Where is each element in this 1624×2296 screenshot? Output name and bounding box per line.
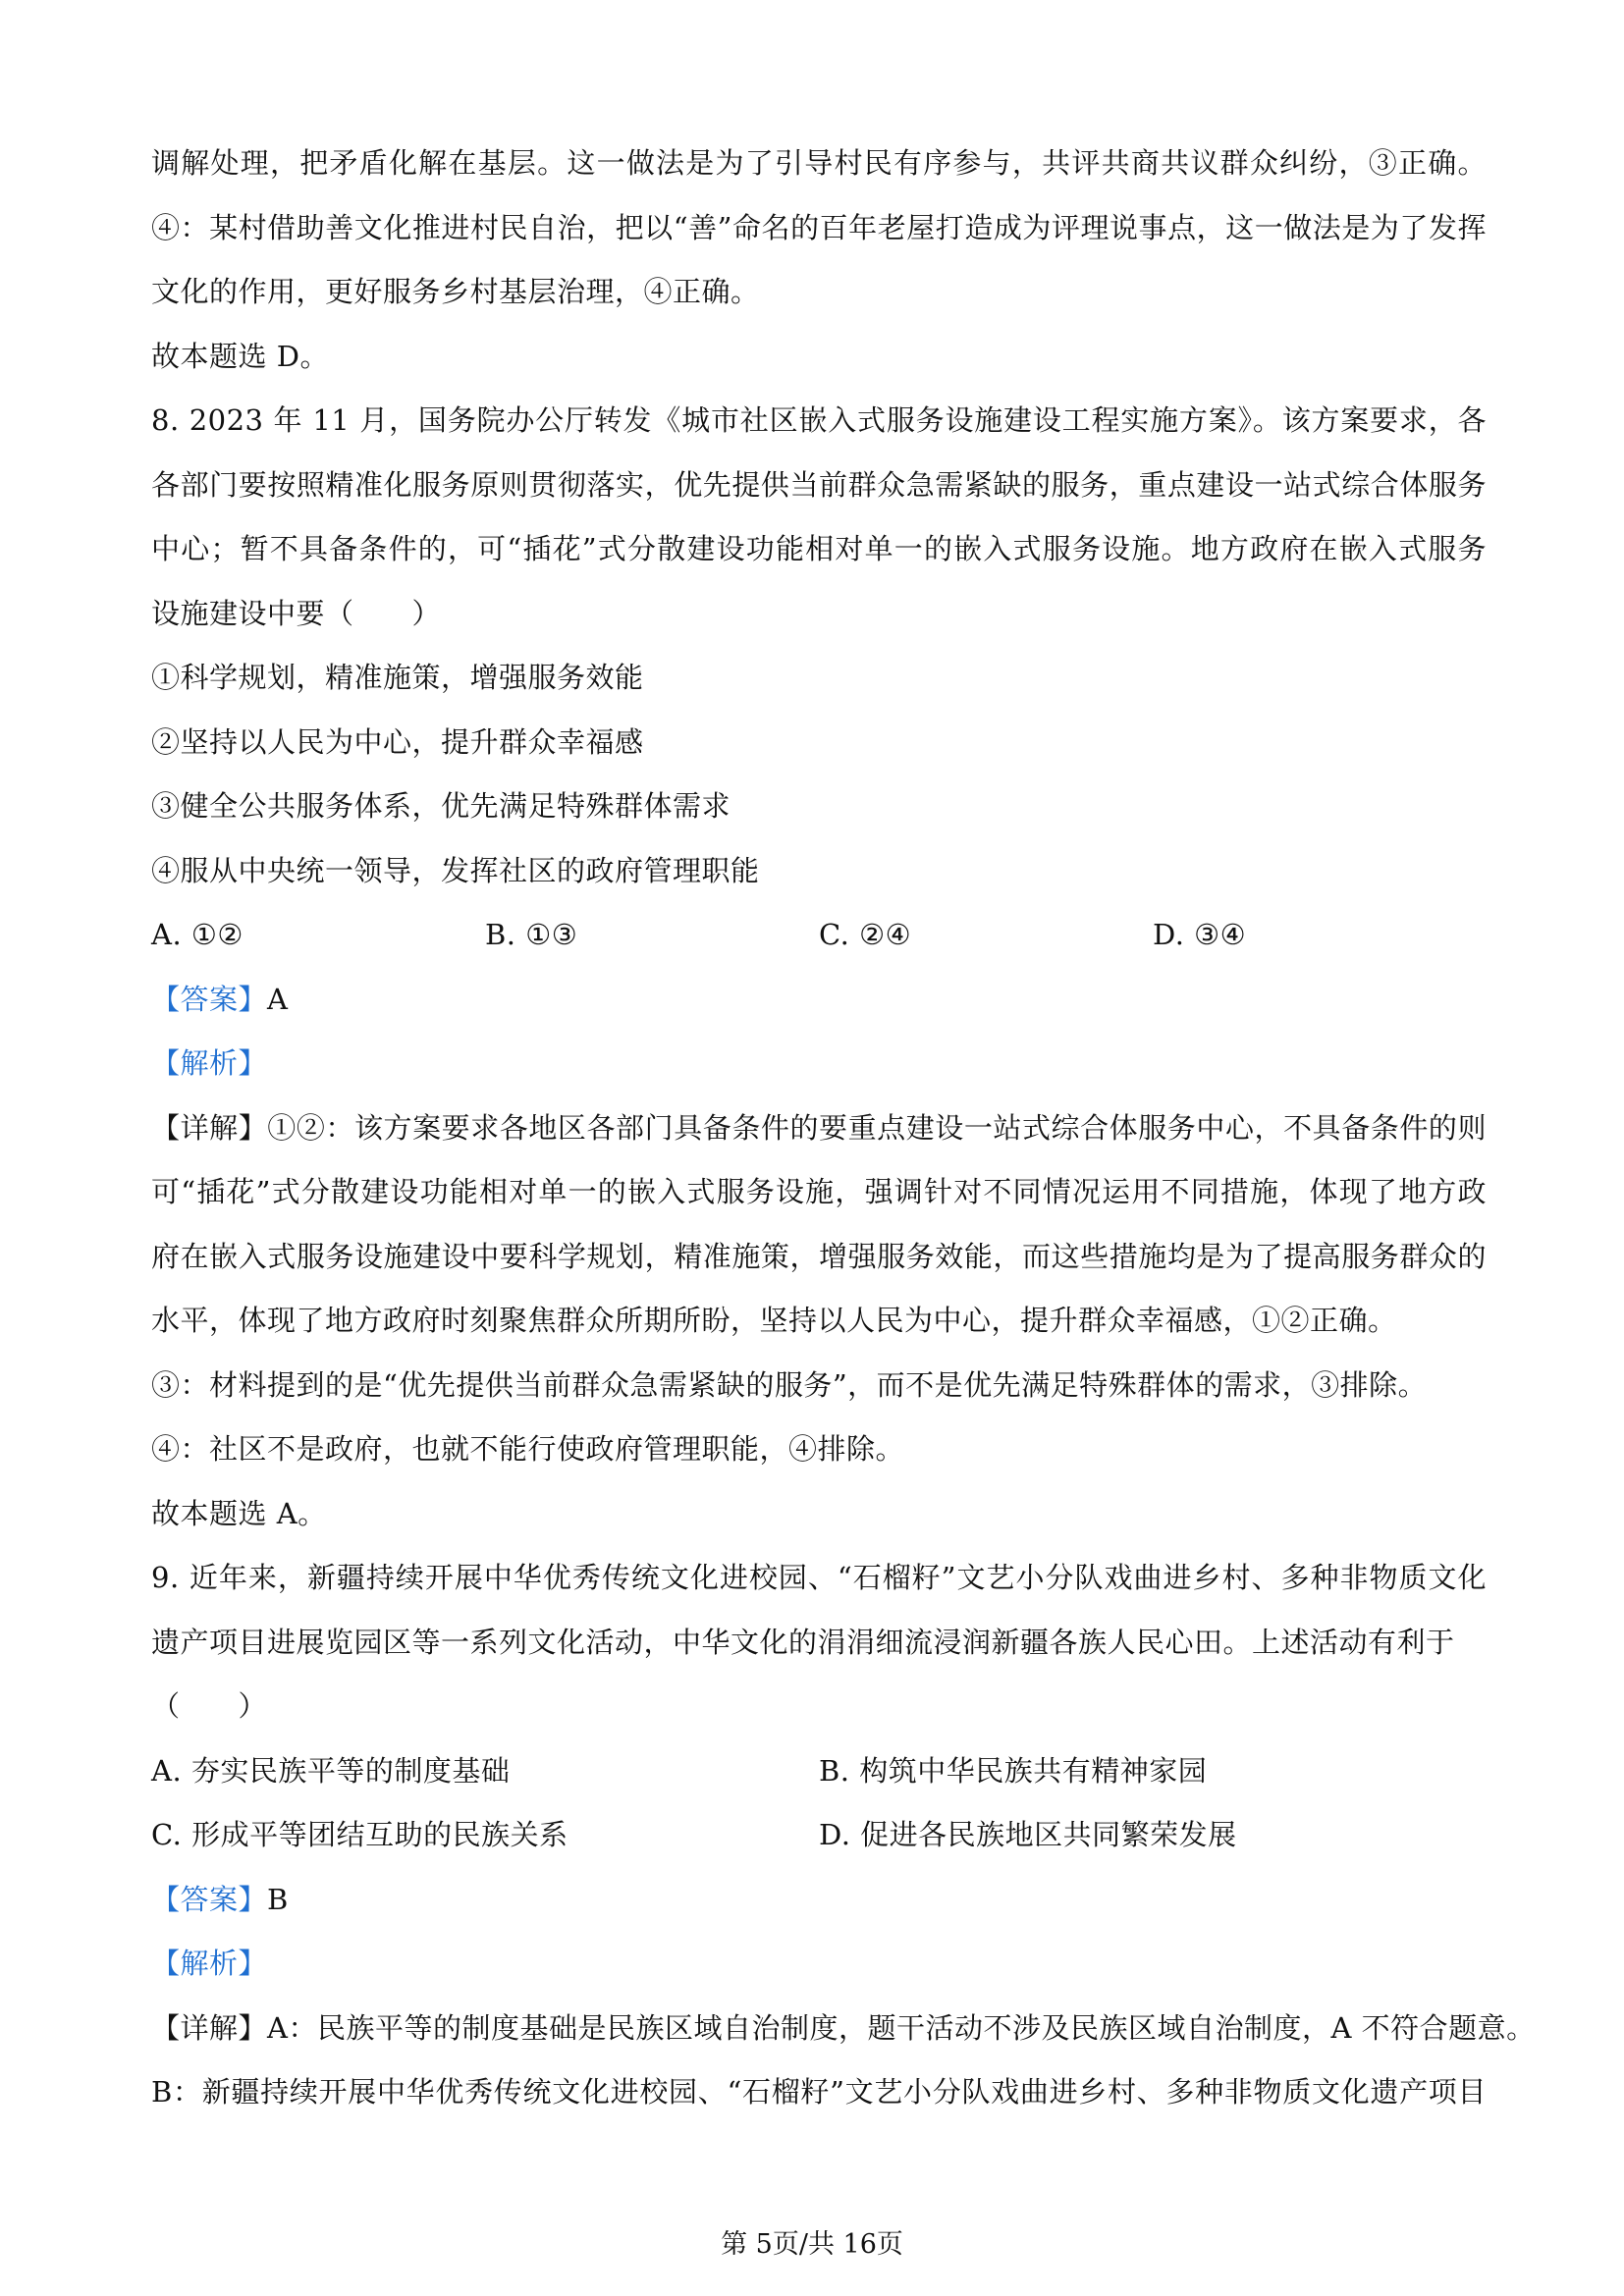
analysis-tag: 【解析】 — [151, 1046, 268, 1080]
options-row — [151, 903, 1487, 968]
detail-line: B：新疆持续开展中华优秀传统文化进校园、“石榴籽”文艺小分队戏曲进乡村、多种非物质文化遗产项目 — [151, 2075, 1487, 2109]
option-c: C. ②④ — [819, 918, 912, 951]
options-row — [151, 1803, 1487, 1868]
detail-text: ①②：该方案要求各地区各部门具备条件的要重点建设一站式综合体服务中心，不具备条件的则 — [267, 1110, 1487, 1145]
answer-value: B — [267, 1882, 289, 1916]
question-8 — [151, 389, 1487, 1546]
detail-tag: 【详解】 — [151, 2010, 268, 2045]
analysis-line — [151, 1932, 1487, 1997]
question-stem: 各部门要按照精准化服务原则贯彻落实，优先提供当前群众急需紧缺的服务，重点建设一站式综合体服务 — [151, 467, 1487, 502]
answer-line — [151, 968, 1487, 1033]
analysis-line — [151, 1032, 1487, 1096]
detail-line — [151, 1997, 1536, 2061]
statement-item: ④服从中央统一领导，发挥社区的政府管理职能 — [151, 853, 760, 887]
answer-tag: 【答案】 — [151, 982, 268, 1016]
question-stem: 9. 近年来，新疆持续开展中华优秀传统文化进校园、“石榴籽”文艺小分队戏曲进乡村、多种非物质文化 — [151, 1561, 1487, 1594]
option-a: A. 夯实民族平等的制度基础 — [151, 1753, 511, 1788]
page-number: 第 5页/共 16页 — [721, 2229, 903, 2260]
option-d: D. ③④ — [1153, 918, 1247, 951]
question-stem: 遗产项目进展览园区等一系列文化活动，中华文化的涓涓细流浸润新疆各族人民心田。上述活动有利于 — [151, 1625, 1455, 1659]
text-line: 调解处理，把矛盾化解在基层。这一做法是为了引导村民有序参与，共评共商共议群众纠纷，③正确。 — [151, 146, 1487, 180]
statement-item: ②坚持以人民为中心，提升群众幸福感 — [151, 724, 644, 759]
statement-item: ①科学规划，精准施策，增强服务效能 — [151, 661, 644, 694]
answer-line — [151, 1868, 1487, 1933]
detail-line: ④：社区不是政府，也就不能行使政府管理职能，④排除。 — [151, 1432, 905, 1466]
question-stem: （ ） — [151, 1689, 268, 1723]
question-stem: 设施建设中要（ ） — [151, 596, 442, 630]
detail-line — [151, 1096, 1487, 1161]
text-line: 故本题选 D。 — [151, 339, 329, 373]
option-c: C. 形成平等团结互助的民族关系 — [151, 1818, 568, 1851]
conclusion-line: 故本题选 A。 — [151, 1496, 327, 1530]
question-stem: 8. 2023 年 11 月，国务院办公厅转发《城市社区嵌入式服务设施建设工程实施方案》。该方案要求，各 — [151, 403, 1487, 437]
answer-tag: 【答案】 — [151, 1882, 268, 1916]
question-stem: 中心；暂不具备条件的，可“插花”式分散建设功能相对单一的嵌入式服务设施。地方政府在嵌入式服务 — [151, 532, 1487, 565]
detail-line: 水平，体现了地方政府时刻聚焦群众所期所盼，坚持以人民为中心，提升群众幸福感，①②正确。 — [151, 1304, 1397, 1337]
detail-line: ③：材料提到的是“优先提供当前群众急需紧缺的服务”，而不是优先满足特殊群体的需求，③排除。 — [151, 1367, 1428, 1402]
option-b: B. ①③ — [485, 918, 578, 951]
detail-line: 可“插花”式分散建设功能相对单一的嵌入式服务设施，强调针对不同情况运用不同措施，体现了地方政 — [151, 1175, 1487, 1208]
option-d: D. 促进各民族地区共同繁荣发展 — [819, 1818, 1237, 1851]
answer-value: A — [267, 982, 289, 1016]
detail-line: 府在嵌入式服务设施建设中要科学规划，精准施策，增强服务效能，而这些措施均是为了提高服务群众的 — [151, 1239, 1487, 1273]
detail-text: A：民族平等的制度基础是民族区域自治制度，题干活动不涉及民族区域自治制度，A 不符合题意。 — [267, 2010, 1536, 2045]
analysis-tag: 【解析】 — [151, 1947, 268, 1980]
question-9 — [151, 1546, 1536, 2125]
option-b: B. 构筑中华民族共有精神家园 — [819, 1753, 1208, 1788]
text-line: 文化的作用，更好服务乡村基层治理，④正确。 — [151, 275, 760, 308]
page-content — [151, 132, 1536, 2125]
statement-item: ③健全公共服务体系，优先满足特殊群体需求 — [151, 789, 731, 823]
option-a: A. ①② — [151, 918, 244, 951]
text-line: ④：某村借助善文化推进村民自治，把以“善”命名的百年老屋打造成为评理说事点，这一做法是为了发挥 — [151, 210, 1487, 244]
options-row — [151, 1739, 1487, 1804]
detail-tag: 【详解】 — [151, 1110, 268, 1145]
